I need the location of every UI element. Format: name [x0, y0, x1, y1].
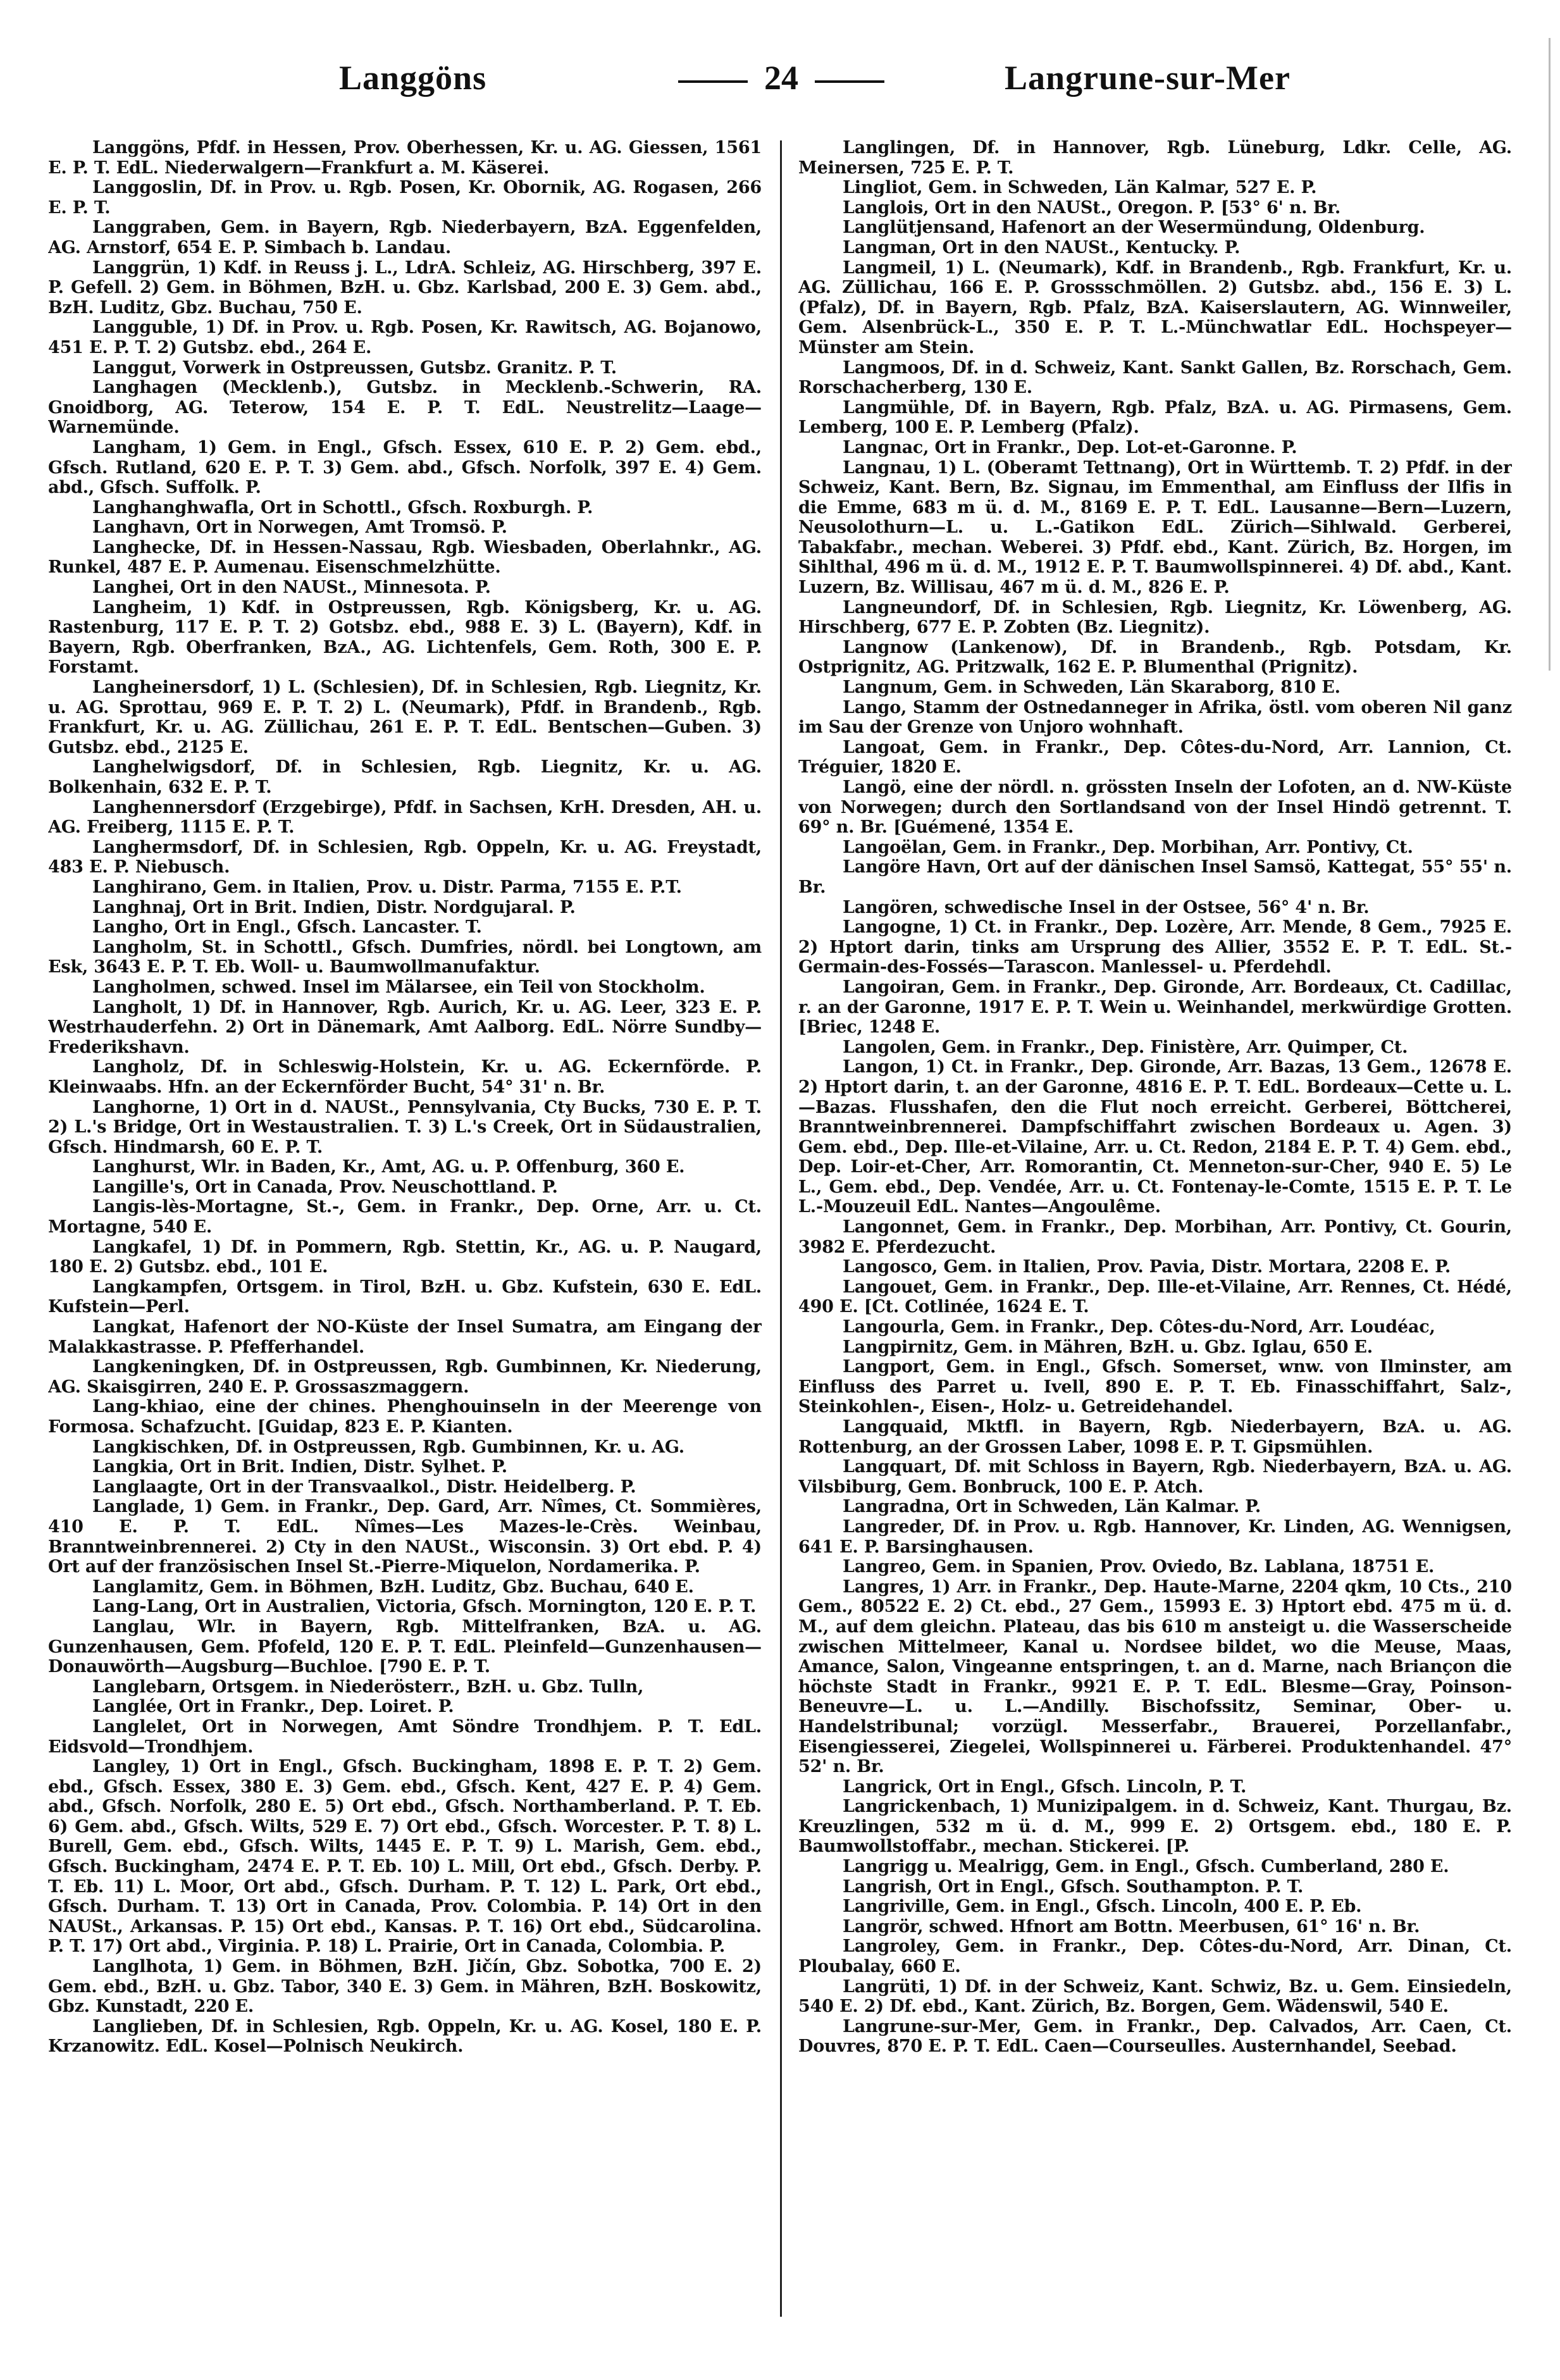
header-dash-left	[678, 80, 748, 83]
gazetteer-entry: Langlée, Ort in Frankr., Dep. Loiret. P.	[92, 1697, 454, 1717]
gazetteer-entry: Langgrün, 1) Kdf. in Reuss j. L., LdrA. Schleiz, AG. Hirschberg, 397 E. P. Gefell. 2) Gem. in Böhmen, BzH. u. Gbz. Karlsbad, 200 E. 3) Gem. abd., BzH. Luditz, Gbz. Buchau, 750 E.	[48, 257, 762, 318]
gazetteer-entry: Langquart, Df. mit Schloss in Bayern, Rgb. Niederbayern, BzA. u. AG. Vilsbiburg, Gem. Bonbruck, 100 E. P. Atch.	[798, 1457, 1512, 1497]
gazetteer-entry: Langholmen, schwed. Insel im Mälarsee, ein Teil von Stockholm.	[92, 977, 705, 997]
gazetteer-entry: Langogne, 1) Ct. in Frankr., Dep. Lozère, Arr. Mende, 8 Gem., 7925 E. 2) Hptort darin, tinks am Ursprung des Allier, 3552 E. P. T. EdL. St.-Germain-des-Fossés—Tarascon. Manlessel- u. Pferdehdl.	[798, 917, 1512, 977]
gazetteer-entry: Langrickenbach, 1) Munizipalgem. in d. Schweiz, Kant. Thurgau, Bz. Kreuzlingen, 532 m ü. d. M., 999 E. 2) Ortsgem. ebd., 180 E. P. Baumwollstoffabr., mechan. Stickerei. [P.	[798, 1797, 1512, 1857]
gazetteer-entry: Langham, 1) Gem. in Engl., Gfsch. Essex, 610 E. P. 2) Gem. ebd., Gfsch. Rutland, 620 E. P. T. 3) Gem. abd., Gfsch. Norfolk, 397 E. 4) Gem. abd., Gfsch. Suffolk. P.	[48, 437, 762, 498]
header-last-entry: Langrune-sur-Mer	[1005, 59, 1291, 97]
gazetteer-entry: Langnow (Lankenow), Df. in Brandenb., Rgb. Potsdam, Kr. Ostprignitz, AG. Pritzwalk, 162 E. P. Blumenthal (Prignitz).	[798, 637, 1512, 678]
gazetteer-entry: Lang-khiao, eine der chines. Phenghouinseln in der Meerenge von Formosa. Schafzucht. [Guidap, 823 E. P. Kianten.	[48, 1397, 762, 1437]
gazetteer-entry: Langrüti, 1) Df. in der Schweiz, Kant. Schwiz, Bz. u. Gem. Einsiedeln, 540 E. 2) Df. ebd., Kant. Zürich, Bz. Borgen, Gem. Wädenswil, 540 E.	[798, 1976, 1512, 2017]
gazetteer-entry: Langmoos, Df. in d. Schweiz, Kant. Sankt Gallen, Bz. Rorschach, Gem. Rorschacherberg, 130 E.	[798, 357, 1512, 398]
gazetteer-entry: Langhennersdorf (Erzgebirge), Pfdf. in Sachsen, KrH. Dresden, AH. u. AG. Freiberg, 1115 E. P. T.	[48, 797, 762, 838]
gazetteer-entry: Langgoslin, Df. in Prov. u. Rgb. Posen, Kr. Obornik, AG. Rogasen, 266 E. P. T.	[48, 178, 762, 218]
gazetteer-entry: Langlamitz, Gem. in Böhmen, BzH. Luditz, Gbz. Buchau, 640 E.	[92, 1577, 694, 1597]
gazetteer-entry: Langlieben, Df. in Schlesien, Rgb. Oppeln, Kr. u. AG. Kosel, 180 E. P. Krzanowitz. EdL. Kosel—Polnisch Neukirch.	[48, 2016, 762, 2057]
gazetteer-entry: Langkafel, 1) Df. in Pommern, Rgb. Stettin, Kr., AG. u. P. Naugard, 180 E. 2) Gutsbz. ebd., 101 E.	[48, 1237, 762, 1277]
gazetteer-entry: Langpirnitz, Gem. in Mähren, BzH. u. Gbz. Iglau, 650 E.	[843, 1337, 1373, 1357]
gazetteer-entry: Langhagen (Mecklenb.), Gutsbz. in Mecklenb.-Schwerin, RA. Gnoidborg, AG. Teterow, 154 E. P. T. EdL. Neustrelitz—Laage—Warnemünde.	[48, 378, 762, 438]
gazetteer-entry: Langrish, Ort in Engl., Gfsch. Southampton. P. T.	[843, 1876, 1304, 1897]
gazetteer-entry: Langkeningken, Df. in Ostpreussen, Rgb. Gumbinnen, Kr. Niederung, AG. Skaisgirren, 240 E. P. Grossaszmaggern.	[48, 1357, 762, 1397]
gazetteer-entry: Langlaagte, Ort in der Transvaalkol., Distr. Heidelberg. P.	[92, 1477, 636, 1497]
gazetteer-entry: Langroley, Gem. in Frankr., Dep. Côtes-du-Nord, Arr. Dinan, Ct. Ploubalay, 660 E.	[798, 1937, 1512, 1977]
gazetteer-entry: Langmühle, Df. in Bayern, Rgb. Pfalz, BzA. u. AG. Pirmasens, Gem. Lemberg, 100 E. P. Lemberg (Pfalz).	[798, 397, 1512, 438]
gazetteer-entry: Langneundorf, Df. in Schlesien, Rgb. Liegnitz, Kr. Löwenberg, AG. Hirschberg, 677 E. P. Zobten (Bz. Liegnitz).	[798, 597, 1512, 638]
gazetteer-entry: Langholt, 1) Df. in Hannover, Rgb. Aurich, Kr. u. AG. Leer, 323 E. P. Westrhauderfehn. 2) Ort in Dänemark, Amt Aalborg. EdL. Nörre Sundby—Frederikshavn.	[48, 997, 762, 1057]
gazetteer-entry: Langouet, Gem. in Frankr., Dep. Ille-et-Vilaine, Arr. Rennes, Ct. Hédé, 490 E. [Ct. Cotlinée, 1624 E. T.	[798, 1277, 1512, 1317]
header-dash-right	[815, 80, 884, 83]
gazetteer-entry: Langradna, Ort in Schweden, Län Kalmar. P.	[843, 1497, 1261, 1517]
gazetteer-entry: Langöre Havn, Ort auf der dänischen Insel Samsö, Kattegat, 55° 55' n. Br.	[798, 857, 1512, 897]
page-edge-mark	[1549, 38, 1551, 671]
gazetteer-entry: Langhirano, Gem. in Italien, Prov. u. Distr. Parma, 7155 E. P.T.	[92, 877, 682, 897]
gazetteer-entry: Langrune-sur-Mer, Gem. in Frankr., Dep. Calvados, Arr. Caen, Ct. Douvres, 870 E. P. T. EdL. Caen—Courseulles. Austernhandel, Seebad.	[798, 2016, 1512, 2057]
gazetteer-entry: Langman, Ort in den NAUSt., Kentucky. P.	[843, 237, 1241, 257]
gazetteer-entry: Langhavn, Ort in Norwegen, Amt Tromsö. P.	[92, 518, 507, 538]
gazetteer-entry: Langreder, Df. in Prov. u. Rgb. Hannover, Kr. Linden, AG. Wennigsen, 641 E. P. Barsinghausen.	[798, 1516, 1512, 1557]
gazetteer-entry: Langille's, Ort in Canada, Prov. Neuschottland. P.	[92, 1177, 558, 1197]
gazetteer-entry: Langnac, Ort in Frankr., Dep. Lot-et-Garonne. P.	[843, 437, 1297, 457]
gazetteer-entry: Langlingen, Df. in Hannover, Rgb. Lüneburg, Ldkr. Celle, AG. Meinersen, 725 E. P. T.	[798, 138, 1512, 178]
gazetteer-entry: Langheim, 1) Kdf. in Ostpreussen, Rgb. Königsberg, Kr. u. AG. Rastenburg, 117 E. P. T. 2) Gotsbz. ebd., 988 E. 3) L. (Bayern), Kdf. in Bayern, Rgb. Oberfranken, BzA., AG. Lichtenfels, Gem. Roth, 300 E. P. Forstamt.	[48, 597, 762, 678]
gazetteer-entry: Langhnaj, Ort in Brit. Indien, Distr. Nordgujaral. P.	[92, 897, 576, 917]
gazetteer-entry: Langriville, Gem. in Engl., Gfsch. Lincoln, 400 E. P. Eb.	[843, 1897, 1362, 1917]
gazetteer-entry: Lango, Stamm der Ostnedanneger in Afrika, östl. vom oberen Nil ganz im Sau der Grenze von Unjoro wohnhaft.	[798, 697, 1512, 738]
gazetteer-entry: Langon, 1) Ct. in Frankr., Dep. Gironde, Arr. Bazas, 13 Gem., 12678 E. 2) Hptort darin, t. an der Garonne, 4816 E. P. T. EdL. Bordeaux—Cette u. L.—Bazas. Flusshafen, den die Flut noch erreicht. Gerberei, Böttcherei, Branntweinbrennerei. Dampfschiffahrt zwischen Bordeaux u. Agen. 3) Gem. ebd., Dep. Ille-et-Vilaine, Arr. u. Ct. Redon, 2184 E. P. T. 4) Gem. ebd., Dep. Loir-et-Cher, Arr. Romorantin, Ct. Menneton-sur-Cher, 940 E. 5) Le L., Gem. ebd., Dep. Vendée, Arr. u. Ct. Fontenay-le-Comte, 1515 E. P. T. Le L.-Mouzeuil EdL. Nantes—Angoulême.	[798, 1057, 1512, 1217]
gazetteer-entry: Langholm, St. in Schottl., Gfsch. Dumfries, nördl. bei Longtown, am Esk, 3643 E. P. T. Eb. Woll- u. Baumwollmanufaktur.	[48, 937, 762, 977]
gazetteer-entry: Langhecke, Df. in Hessen-Nassau, Rgb. Wiesbaden, Oberlahnkr., AG. Runkel, 487 E. P. Aumenau. Eisenschmelzhütte.	[48, 537, 762, 578]
gazetteer-entry: Langres, 1) Arr. in Frankr., Dep. Haute-Marne, 2204 qkm, 10 Cts., 210 Gem., 80522 E. 2) Ct. ebd., 27 Gem., 15993 E. 3) Hptort ebd. 475 m ü. d. M., auf dem gleichn. Plateau, das bis 610 m ansteigt u. die Wasserscheide zwischen Mittelmeer, Kanal u. Nordsee bildet, wo die Meuse, Maas, Amance, Salon, Vingeanne entspringen, t. an d. Marne, nach Briançon die höchste Stadt in Frankr., 9921 E. P. T. EdL. Blesme—Gray, Poinson-Beneuvre—L. u. L.—Andilly. Bischofssitz, Seminar, Ober- u. Handelstribunal; vorzügl. Messerfabr., Brauerei, Porzellanfabr., Eisengiesserei, Ziegelei, Wollspinnerei u. Färberei. Produktenhandel. 47° 52' n. Br.	[798, 1577, 1512, 1777]
gazetteer-entry: Lang-Lang, Ort in Australien, Victoria, Gfsch. Mornington, 120 E. P. T.	[92, 1597, 757, 1617]
running-head	[0, 58, 1560, 115]
gazetteer-entry: Langkischken, Df. in Ostpreussen, Rgb. Gumbinnen, Kr. u. AG.	[92, 1437, 684, 1457]
gazetteer-entry: Langheinersdorf, 1) L. (Schlesien), Df. in Schlesien, Rgb. Liegnitz, Kr. u. AG. Sprottau, 969 E. P. T. 2) L. (Neumark), Pfdf. in Brandenb., Rgb. Frankfurt, Kr. u. AG. Züllichau, 261 E. P. T. EdL. Bentschen—Guben. 3) Gutsbz. ebd., 2125 E.	[48, 678, 762, 757]
header-first-entry: Langgöns	[339, 59, 487, 97]
gazetteer-entry: Langören, schwedische Insel in der Ostsee, 56° 4' n. Br.	[843, 897, 1370, 917]
gazetteer-entry: Langlhota, 1) Gem. in Böhmen, BzH. Jičín, Gbz. Sobotka, 700 E. 2) Gem. ebd., BzH. u. Gbz. Tabor, 340 E. 3) Gem. in Mähren, BzH. Boskowitz, Gbz. Kunstadt, 220 E.	[48, 1957, 762, 2017]
gazetteer-entry: Langhurst, Wlr. in Baden, Kr., Amt, AG. u. P. Offenburg, 360 E.	[92, 1157, 685, 1177]
gazetteer-entry: Langhei, Ort in den NAUSt., Minnesota. P.	[92, 578, 491, 598]
column-divider	[780, 140, 782, 2317]
gazetteer-entry: Langreo, Gem. in Spanien, Prov. Oviedo, Bz. Lablana, 18751 E.	[843, 1557, 1435, 1577]
gazetteer-entry: Langrigg u. Mealrigg, Gem. in Engl., Gfsch. Cumberland, 280 E.	[843, 1857, 1449, 1877]
gazetteer-entry: Langlebarn, Ortsgem. in Niederösterr., BzH. u. Gbz. Tulln,	[92, 1677, 644, 1697]
gazetteer-entry: Langho, Ort in Engl., Gfsch. Lancaster. T.	[92, 917, 482, 938]
gazetteer-entry: Langgut, Vorwerk in Ostpreussen, Gutsbz. Granitz. P. T.	[92, 357, 617, 378]
gazetteer-entry: Langhanghwafla, Ort in Schottl., Gfsch. Roxburgh. P.	[92, 497, 593, 518]
gazetteer-entry: Langhermsdorf, Df. in Schlesien, Rgb. Oppeln, Kr. u. AG. Freystadt, 483 E. P. Niebusch.	[48, 837, 762, 877]
gazetteer-entry: Langnum, Gem. in Schweden, Län Skaraborg, 810 E.	[843, 678, 1340, 698]
gazetteer-entry: Langis-lès-Mortagne, St.-, Gem. in Frankr., Dep. Orne, Arr. u. Ct. Mortagne, 540 E.	[48, 1197, 762, 1237]
gazetteer-entry: Langoëlan, Gem. in Frankr., Dep. Morbihan, Arr. Pontivy, Ct.	[843, 837, 1413, 857]
gazetteer-entry: Langgraben, Gem. in Bayern, Rgb. Niederbayern, BzA. Eggenfelden, AG. Arnstorf, 654 E. P. Simbach b. Landau.	[48, 218, 762, 257]
gazetteer-entry: Langguble, 1) Df. in Prov. u. Rgb. Posen, Kr. Rawitsch, AG. Bojanowo, 451 E. P. T. 2) Gutsbz. ebd., 264 E.	[48, 318, 762, 357]
gazetteer-entry: Langosco, Gem. in Italien, Prov. Pavia, Distr. Mortara, 2208 E. P.	[843, 1257, 1451, 1277]
gazetteer-entry: Langourla, Gem. in Frankr., Dep. Côtes-du-Nord, Arr. Loudéac,	[843, 1317, 1435, 1337]
gazetteer-entry: Langlade, 1) Gem. in Frankr., Dep. Gard, Arr. Nîmes, Ct. Sommières, 410 E. P. T. EdL. Nîmes—Les Mazes-le-Crès. Weinbau, Branntweinbrennerei. 2) Cty in den NAUSt., Wisconsin. 3) Ort ebd. P. 4) Ort auf der französischen Insel St.-Pierre-Miquelon, Nordamerika. P.	[48, 1497, 762, 1577]
gazetteer-entry: Langlelet, Ort in Norwegen, Amt Söndre Trondhjem. P. T. EdL. Eidsvold—Trondhjem.	[48, 1716, 762, 1757]
gazetteer-entry: Langkia, Ort in Brit. Indien, Distr. Sylhet. P.	[92, 1457, 507, 1477]
gazetteer-entry: Langhorne, 1) Ort in d. NAUSt., Pennsylvania, Cty Bucks, 730 E. P. T. 2) L.'s Bridge, Ort in Westaustralien. T. 3) L.'s Creek, Ort in Südaustralien, Gfsch. Hindmarsh, 60 E. P. T.	[48, 1097, 762, 1157]
gazetteer-entry: Langoat, Gem. in Frankr., Dep. Côtes-du-Nord, Arr. Lannion, Ct. Tréguier, 1820 E.	[798, 737, 1512, 778]
gazetteer-entry: Langlois, Ort in den NAUSt., Oregon. P. [53° 6' n. Br.	[843, 197, 1341, 218]
gazetteer-entry: Langrör, schwed. Hfnort am Bottn. Meerbusen, 61° 16' n. Br.	[843, 1916, 1420, 1937]
right-column	[798, 138, 1512, 2327]
left-column	[48, 138, 762, 2327]
gazetteer-entry: Langlau, Wlr. in Bayern, Rgb. Mittelfranken, BzA. u. AG. Gunzenhausen, Gem. Pfofeld, 120 E. P. T. EdL. Pleinfeld—Gunzenhausen—Donauwörth—Augsburg—Buchloe. [790 E. P. T.	[48, 1616, 762, 1677]
gazetteer-entry: Langrick, Ort in Engl., Gfsch. Lincoln, P. T.	[843, 1776, 1247, 1797]
gazetteer-entry: Langoiran, Gem. in Frankr., Dep. Gironde, Arr. Bordeaux, Ct. Cadillac, r. an der Garonne, 1917 E. P. T. Wein u. Weinhandel, merkwürdige Grotten. [Briec, 1248 E.	[798, 977, 1512, 1038]
gazetteer-entry: Langmeil, 1) L. (Neumark), Kdf. in Brandenb., Rgb. Frankfurt, Kr. u. AG. Züllichau, 166 E. P. Grossschmöllen. 2) Gutsbz. abd., 156 E. 3) L. (Pfalz), Df. in Bayern, Rgb. Pfalz, BzA. Kaiserslautern, AG. Winnweiler, Gem. Alsenbrück-L., 350 E. P. T. L.-Münchwatlar EdL. Hochspeyer—Münster am Stein.	[798, 257, 1512, 357]
gazetteer-entry: Langholz, Df. in Schleswig-Holstein, Kr. u. AG. Eckernförde. P. Kleinwaabs. Hfn. an der Eckernförder Bucht, 54° 31' n. Br.	[48, 1057, 762, 1097]
gazetteer-entry: Langport, Gem. in Engl., Gfsch. Somerset, wnw. von Ilminster, am Einfluss des Parret u. Ivell, 890 E. P. T. Eb. Finasschiffahrt, Salz-, Steinkohlen-, Eisen-, Holz- u. Getreidehandel.	[798, 1357, 1512, 1417]
gazetteer-entry: Langquaid, Mktfl. in Bayern, Rgb. Niederbayern, BzA. u. AG. Rottenburg, an der Grossen Laber, 1098 E. P. T. Gipsmühlen.	[798, 1417, 1512, 1457]
gazetteer-entry: Langhelwigsdorf, Df. in Schlesien, Rgb. Liegnitz, Kr. u. AG. Bolkenhain, 632 E. P. T.	[48, 757, 762, 797]
gazetteer-entry: Langkampfen, Ortsgem. in Tirol, BzH. u. Gbz. Kufstein, 630 E. EdL. Kufstein—Perl.	[48, 1277, 762, 1317]
header-page-number-group	[639, 58, 924, 97]
gazetteer-entry: Langkat, Hafenort der NO-Küste der Insel Sumatra, am Eingang der Malakkastrasse. P. Pfefferhandel.	[48, 1317, 762, 1357]
gazetteer-entry: Langley, 1) Ort in Engl., Gfsch. Buckingham, 1898 E. P. T. 2) Gem. ebd., Gfsch. Essex, 380 E. 3) Gem. ebd., Gfsch. Kent, 427 E. P. 4) Gem. abd., Gfsch. Norfolk, 280 E. 5) Ort ebd., Gfsch. Northamberland. P. T. Eb. 6) Gem. abd., Gfsch. Wilts, 529 E. 7) Ort ebd., Gfsch. Worcester. P. T. 8) L. Burell, Gem. ebd., Gfsch. Wilts, 1445 E. P. T. 9) L. Marish, Gem. ebd., Gfsch. Buckingham, 2474 E. P. T. Eb. 10) L. Mill, Ort ebd., Gfsch. Derby. P. T. Eb. 11) L. Moor, Ort abd., Gfsch. Durham. P. T. 12) L. Park, Ort ebd., Gfsch. Durham. T. 13) Ort in Canada, Prov. Colombia. P. 14) Ort in den NAUSt., Arkansas. P. 15) Ort ebd., Kansas. P. T. 16) Ort ebd., Südcarolina. P. T. 17) Ort abd., Virginia. P. 18) L. Prairie, Ort in Canada, Colombia. P.	[48, 1757, 762, 1957]
gazetteer-entry: Langgöns, Pfdf. in Hessen, Prov. Oberhessen, Kr. u. AG. Giessen, 1561 E. P. T. EdL. Niederwalgern—Frankfurt a. M. Käserei.	[48, 138, 762, 178]
gazetteer-entry: Langlütjensand, Hafenort an der Wesermündung, Oldenburg.	[843, 218, 1425, 238]
page-number: 24	[764, 59, 798, 97]
gazetteer-entry: Langolen, Gem. in Frankr., Dep. Finistère, Arr. Quimper, Ct.	[843, 1037, 1408, 1057]
gazetteer-entry: Langonnet, Gem. in Frankr., Dep. Morbihan, Arr. Pontivy, Ct. Gourin, 3982 E. Pferdezucht.	[798, 1217, 1512, 1257]
gazetteer-entry: Langnau, 1) L. (Oberamt Tettnang), Ort in Württemb. T. 2) Pfdf. in der Schweiz, Kant. Bern, Bz. Signau, im Emmenthal, am Einfluss der Ilfis in die Emme, 683 m ü. d. M., 8169 E. P. T. EdL. Lausanne—Bern—Luzern, Neusolothurn—L. u. L.-Gatikon EdL. Zürich—Sihlwald. Gerberei, Tabakfabr., mechan. Weberei. 3) Pfdf. ebd., Kant. Zürich, Bz. Horgen, im Sihlthal, 496 m ü. d. M., 1912 E. P. T. Baumwollspinnerei. 4) Df. abd., Kant. Luzern, Bz. Willisau, 467 m ü. d. M., 826 E. P.	[798, 457, 1512, 598]
gazetteer-entry: Lingliot, Gem. in Schweden, Län Kalmar, 527 E. P.	[843, 178, 1317, 198]
gazetteer-entry: Langö, eine der nördl. n. grössten Inseln der Lofoten, an d. NW-Küste von Norwegen; durch den Sortlandsand von der Insel Hindö getrennt. T. 69° n. Br. [Guémené, 1354 E.	[798, 778, 1512, 838]
